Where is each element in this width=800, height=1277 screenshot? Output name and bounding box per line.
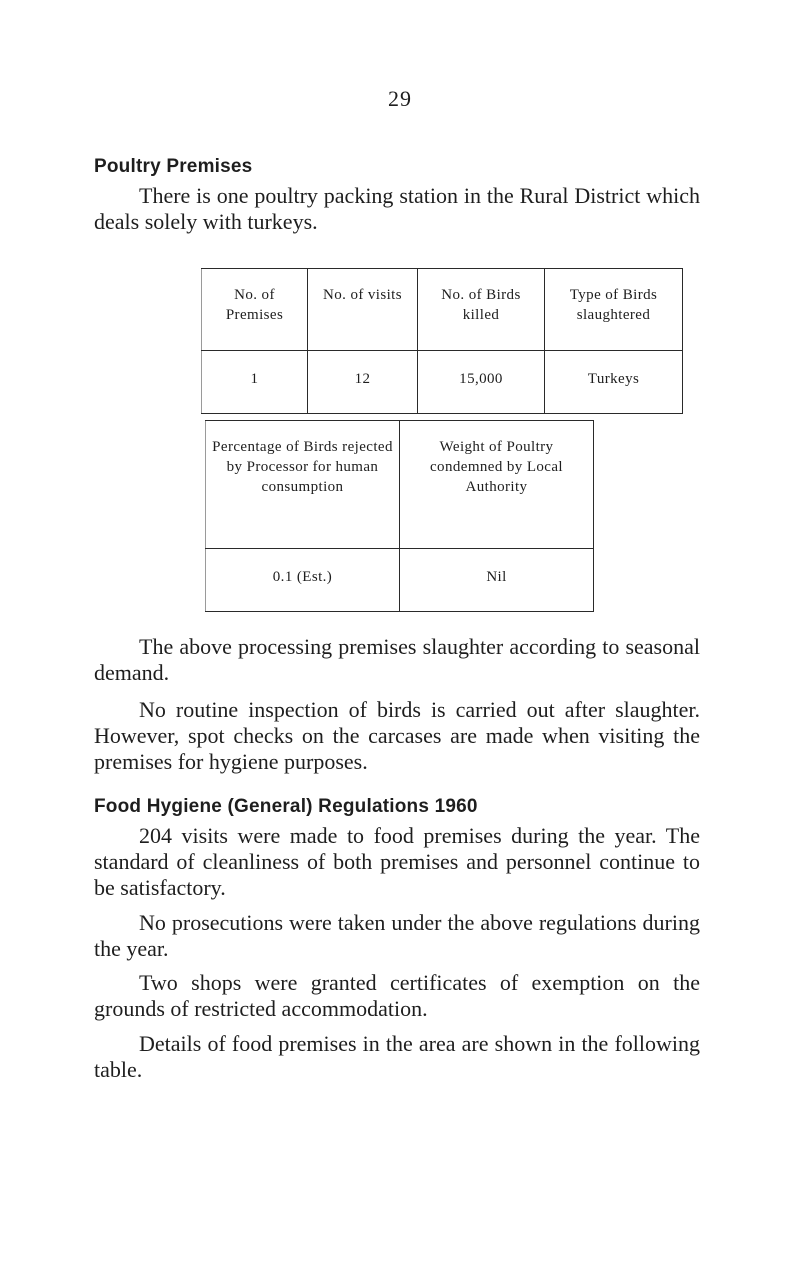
table-header-row <box>202 269 683 351</box>
header-no-of-visits: No. of visits <box>308 269 418 351</box>
section-heading-poultry-premises: Poultry Premises <box>94 156 253 177</box>
cell-percentage: 0.1 (Est.) <box>206 549 400 612</box>
poultry-statistics-table <box>201 268 683 414</box>
cell-weight: Nil <box>400 549 594 612</box>
table-row <box>202 351 683 414</box>
page-number: 29 <box>388 86 412 111</box>
cell-birds-killed: 15,000 <box>418 351 545 414</box>
table-header-row <box>206 421 594 549</box>
body-paragraph: No prosecutions were taken under the above regulations during the year. <box>94 910 700 961</box>
intro-paragraph: There is one poultry packing station in the Rural District which deals solely with turkeys. <box>94 183 700 234</box>
cell-bird-type: Turkeys <box>545 351 683 414</box>
body-paragraph: The above processing premises slaughter according to seasonal demand. <box>94 634 700 685</box>
header-type-of-birds: Type of Birds slaughtered <box>545 269 683 351</box>
cell-premises: 1 <box>202 351 308 414</box>
rejection-statistics-table <box>205 420 594 612</box>
cell-visits: 12 <box>308 351 418 414</box>
table-row <box>206 549 594 612</box>
body-paragraph: 204 visits were made to food premises during the year. The standard of cleanliness of both premises and personnel continue to be satisfactory. <box>94 823 700 900</box>
section-heading-food-hygiene: Food Hygiene (General) Regulations 1960 <box>94 796 478 817</box>
body-paragraph: Two shops were granted certificates of exemption on the grounds of restricted accommodation. <box>94 970 700 1021</box>
body-paragraph: Details of food premises in the area are shown in the following table. <box>94 1031 700 1082</box>
body-paragraph: No routine inspection of birds is carried out after slaughter. However, spot checks on the carcases are made when visiting the premises for hygiene purposes. <box>94 697 700 774</box>
header-weight-condemned: Weight of Poultry condemned by Local Authority <box>400 421 594 549</box>
header-no-of-birds-killed: No. of Birds killed <box>418 269 545 351</box>
header-percentage-rejected: Percentage of Birds rejected by Processor for human consumption <box>206 421 400 549</box>
header-no-of-premises: No. of Premises <box>202 269 308 351</box>
